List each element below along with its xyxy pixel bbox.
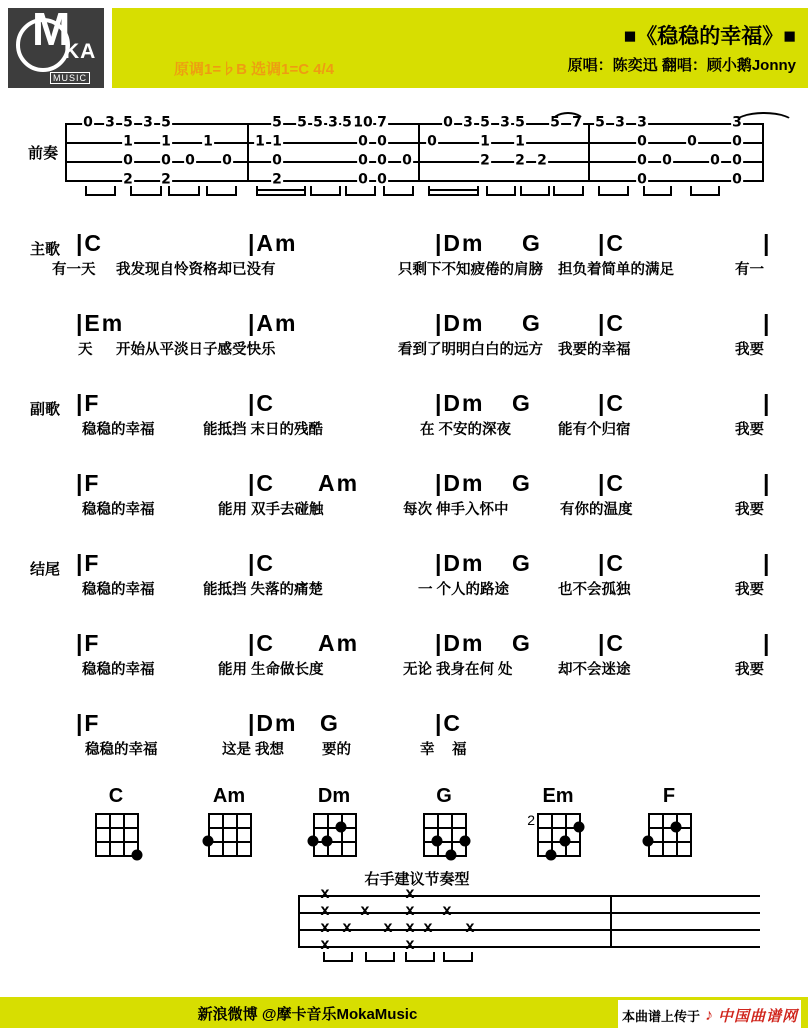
tab-note: 0 — [637, 171, 647, 188]
tab-note: 0 — [732, 133, 742, 150]
tab-note: 2 — [123, 171, 133, 188]
chord-symbol: |C — [76, 230, 104, 256]
tab-barline — [762, 123, 764, 182]
tab-note: 0 — [443, 114, 453, 131]
finger-dot — [643, 836, 654, 847]
finger-dot — [308, 836, 319, 847]
tab-beat-beam — [130, 186, 162, 196]
chord-symbol: Am — [318, 470, 360, 496]
qupu-site-name: 中国曲谱网 — [718, 1008, 799, 1025]
lyric-text: 我要 — [735, 582, 764, 598]
diagram-fret-line — [648, 855, 692, 857]
tab-note: 1 — [203, 133, 213, 150]
diagram-string-line — [579, 813, 581, 857]
tab-note: 0 — [377, 152, 387, 169]
tab-note: 1 — [515, 133, 525, 150]
diagram-string-line — [537, 813, 539, 857]
chord-symbol: |C — [435, 710, 463, 736]
strum-x-mark: x — [405, 885, 415, 903]
strum-x-mark: x — [342, 919, 352, 937]
tab-note: 5 — [550, 114, 560, 131]
lyric-text: 有你的温度 — [560, 502, 633, 518]
finger-dot — [560, 836, 571, 847]
tab-beat-beam — [206, 186, 237, 196]
tab-note: 3 — [615, 114, 625, 131]
tab-note: 7 — [572, 114, 582, 131]
tab-barline — [588, 123, 590, 182]
tab-note: 5 — [297, 114, 307, 131]
chord-symbol: |C — [598, 310, 626, 336]
finger-dot — [546, 850, 557, 861]
chord-symbol: | — [763, 310, 772, 336]
tab-beat-beam — [690, 186, 720, 196]
chord-symbol: |F — [76, 390, 101, 416]
strum-x-mark: x — [320, 885, 330, 903]
artist-credits: 原唱：陈奕迅 翻唱：顾小鹅Jonny — [567, 57, 796, 74]
tab-beat-beam — [520, 186, 550, 196]
section-label: 副歌 — [30, 401, 61, 418]
chord-symbol: Am — [318, 630, 360, 656]
lyric-text: 能有个归宿 — [558, 422, 631, 438]
tab-note: 3 — [105, 114, 115, 131]
strum-x-mark: x — [405, 919, 415, 937]
lyric-text: 我要 — [735, 502, 764, 518]
strum-x-mark: x — [320, 919, 330, 937]
tab-note: 0 — [358, 171, 368, 188]
chord-symbol: |F — [76, 710, 101, 736]
tab-barline — [247, 123, 249, 182]
chord-symbol: |F — [76, 470, 101, 496]
diagram-fret-line — [648, 841, 692, 843]
chord-symbol: |C — [598, 630, 626, 656]
chord-symbol: |Am — [248, 310, 298, 336]
lyric-text: 稳稳的幸福 — [82, 502, 155, 518]
finger-dot — [132, 850, 143, 861]
tab-barline — [418, 123, 420, 182]
tab-note: 3 — [143, 114, 153, 131]
diagram-string-line — [355, 813, 357, 857]
diagram-fret-line — [95, 827, 139, 829]
tab-beam-16th-line — [430, 189, 477, 191]
tab-note: 0 — [710, 152, 720, 169]
tab-note: 5 — [342, 114, 352, 131]
tab-note: 3 — [637, 114, 647, 131]
tab-note: 2 — [161, 171, 171, 188]
rhythm-beat-beam — [323, 952, 353, 962]
chord-symbol: |C — [598, 230, 626, 256]
lyric-text: 一 个人的路途 — [418, 582, 510, 598]
chord-symbol: |C — [598, 550, 626, 576]
diagram-string-line — [109, 813, 111, 857]
tab-note: 0 — [222, 152, 232, 169]
diagram-string-line — [250, 813, 252, 857]
chord-symbol: G — [512, 390, 532, 416]
diagram-fret-line — [313, 855, 357, 857]
lyric-text: 在 不安的深夜 — [420, 422, 512, 438]
chord-symbol: | — [763, 470, 772, 496]
finger-dot — [446, 850, 457, 861]
diagram-fret-line — [95, 813, 139, 815]
diagram-fret-line — [537, 813, 581, 815]
diagram-string-line — [662, 813, 664, 857]
diagram-string-line — [236, 813, 238, 857]
lyric-text: 有一 — [735, 262, 764, 278]
diagram-string-line — [341, 813, 343, 857]
lyric-text: 看到了明明白白的远方 — [398, 342, 543, 358]
tab-note: 3 — [732, 114, 742, 131]
rhythm-beat-beam — [443, 952, 473, 962]
tab-note: 10 — [353, 114, 373, 131]
diagram-string-line — [95, 813, 97, 857]
lyric-text: 稳稳的幸福 — [82, 422, 155, 438]
tab-note: 5 — [480, 114, 490, 131]
finger-dot — [460, 836, 471, 847]
chord-symbol: |C — [248, 390, 276, 416]
chord-symbol: |Dm — [435, 550, 485, 576]
strum-x-mark: x — [320, 902, 330, 920]
tab-note: 0 — [687, 133, 697, 150]
chord-symbol: |C — [248, 470, 276, 496]
lyric-text: 只剩下不知疲倦的肩膀 — [398, 262, 543, 278]
tab-note: 0 — [637, 152, 647, 169]
lyric-text: 天 — [78, 342, 93, 358]
tab-note: 2 — [537, 152, 547, 169]
tab-beat-beam — [598, 186, 629, 196]
tab-note: 0 — [377, 171, 387, 188]
diagram-fret-line — [423, 813, 467, 815]
tab-note: 5 — [161, 114, 171, 131]
lyric-text: 稳稳的幸福 — [85, 742, 158, 758]
rhythm-beat-beam — [405, 952, 435, 962]
logo-music-label: MUSIC — [50, 72, 90, 84]
lyric-text: 福 — [452, 742, 467, 758]
tab-note: 2 — [272, 171, 282, 188]
finger-dot — [322, 836, 333, 847]
tab-note: 5 — [515, 114, 525, 131]
lyric-text: 我要 — [735, 342, 764, 358]
chord-symbol: | — [763, 550, 772, 576]
strum-x-mark: x — [405, 902, 415, 920]
section-label: 主歌 — [30, 241, 61, 258]
chord-symbol: |F — [76, 550, 101, 576]
chord-symbol: |C — [598, 390, 626, 416]
tab-note: 3 — [328, 114, 338, 131]
tab-note: 0 — [637, 133, 647, 150]
tab-beat-beam — [643, 186, 672, 196]
tab-note: 2 — [515, 152, 525, 169]
tab-beat-beam — [310, 186, 341, 196]
tab-note: 0 — [83, 114, 93, 131]
intro-section-label: 前奏 — [28, 145, 59, 162]
diagram-string-line — [222, 813, 224, 857]
tab-note: 0 — [272, 152, 282, 169]
chord-symbol: |Dm — [435, 390, 485, 416]
chord-symbol: G — [320, 710, 340, 736]
diagram-fret-line — [208, 827, 252, 829]
diagram-fret-line — [313, 813, 357, 815]
chord-symbol: |C — [598, 470, 626, 496]
chord-symbol: G — [512, 550, 532, 576]
rhythm-string-line — [298, 929, 760, 931]
qupu-site-logo-icon: ♪ — [705, 1006, 714, 1024]
diagram-fret-line — [423, 827, 467, 829]
lyric-text: 每次 伸手入怀中 — [403, 502, 509, 518]
lyric-text: 能抵挡 末日的残酷 — [203, 422, 324, 438]
tab-note: 7 — [377, 114, 387, 131]
tab-beat-beam — [428, 186, 479, 196]
lyric-text: 幸 — [420, 742, 435, 758]
rhythm-beat-beam — [365, 952, 395, 962]
chord-name: G — [436, 785, 452, 807]
logo-letter-m: M — [32, 3, 71, 55]
chord-symbol: G — [512, 630, 532, 656]
lyric-text: 要的 — [322, 742, 351, 758]
chord-symbol: |Em — [76, 310, 125, 336]
upload-credit-box — [618, 1000, 801, 1031]
tab-note: 0 — [402, 152, 412, 169]
fret-position-label: 2 — [527, 812, 535, 829]
chord-name: F — [662, 785, 676, 807]
logo-letter-ka: KA — [64, 40, 97, 63]
chord-name: Em — [542, 785, 574, 807]
chord-symbol: | — [763, 230, 772, 256]
rhythm-barline — [298, 895, 300, 948]
strum-x-mark: x — [442, 902, 452, 920]
tab-note: 0 — [377, 133, 387, 150]
chord-name: Am — [212, 785, 246, 807]
diagram-fret-line — [648, 813, 692, 815]
finger-dot — [203, 836, 214, 847]
tab-beat-beam — [345, 186, 376, 196]
tab-note: 5 — [272, 114, 282, 131]
chord-symbol: G — [512, 470, 532, 496]
diagram-fret-line — [208, 841, 252, 843]
rhythm-string-line — [298, 946, 760, 948]
tab-note: 0 — [662, 152, 672, 169]
diagram-string-line — [423, 813, 425, 857]
lyric-text: 我要 — [735, 662, 764, 678]
tab-note: 0 — [185, 152, 195, 169]
diagram-fret-line — [208, 813, 252, 815]
tab-note: 2 — [480, 152, 490, 169]
tab-beat-beam — [553, 186, 584, 196]
upload-note-text: 本曲谱上传于 — [622, 1009, 701, 1024]
tab-note: 3 — [500, 114, 510, 131]
diagram-fret-line — [537, 855, 581, 857]
section-label: 结尾 — [30, 561, 61, 578]
lyric-text: 能用 生命做长度 — [218, 662, 324, 678]
tab-beam-16th-line — [258, 189, 304, 191]
weibo-account-text: 新浪微博 @摩卡音乐MokaMusic — [197, 1006, 418, 1023]
chord-symbol: G — [522, 230, 542, 256]
chord-name: Dm — [317, 785, 351, 807]
chord-symbol: |F — [76, 630, 101, 656]
lyric-text: 我要 — [735, 422, 764, 438]
chord-symbol: |C — [248, 630, 276, 656]
finger-dot — [432, 836, 443, 847]
lyric-text: 却不会迷途 — [558, 662, 631, 678]
song-title: ■《稳稳的幸福》■ — [623, 25, 796, 48]
tab-beat-beam — [85, 186, 116, 196]
strum-x-mark: x — [320, 936, 330, 954]
strum-x-mark: x — [405, 936, 415, 954]
chord-symbol: G — [522, 310, 542, 336]
diagram-string-line — [676, 813, 678, 857]
rhythm-barline — [610, 895, 612, 948]
tab-note: 0 — [732, 171, 742, 188]
tab-note: 0 — [427, 133, 437, 150]
lyric-text: 我要的幸福 — [558, 342, 631, 358]
tab-note: 0 — [358, 133, 368, 150]
diagram-fret-line — [208, 855, 252, 857]
lyric-text: 也不会孤独 — [558, 582, 631, 598]
tab-beat-beam — [168, 186, 200, 196]
chord-symbol: |Dm — [435, 630, 485, 656]
tab-note: 5 — [313, 114, 323, 131]
chord-symbol: |C — [248, 550, 276, 576]
tab-note: 1 — [480, 133, 490, 150]
lyric-text: 无论 我身在何 处 — [403, 662, 513, 678]
lyric-text: 能用 双手去碰触 — [218, 502, 324, 518]
tab-beat-beam — [383, 186, 414, 196]
key-signature-info: 原调1=♭B 选调1=C 4/4 — [174, 61, 335, 78]
tab-note: 3 — [463, 114, 473, 131]
tab-note: 5 — [595, 114, 605, 131]
chord-symbol: |Am — [248, 230, 298, 256]
lyric-text: 这是 我想 — [222, 742, 285, 758]
chord-symbol: | — [763, 390, 772, 416]
tab-note: 0 — [161, 152, 171, 169]
chord-symbol: | — [763, 630, 772, 656]
chord-symbol: |Dm — [435, 310, 485, 336]
finger-dot — [336, 822, 347, 833]
chord-name: C — [108, 785, 124, 807]
tab-barline — [65, 123, 67, 182]
strum-x-mark: x — [465, 919, 475, 937]
lyric-text: 我发现自怜资格却已没有 — [116, 262, 276, 278]
chord-symbol: |Dm — [435, 230, 485, 256]
lyric-text: 能抵挡 失落的痛楚 — [203, 582, 324, 598]
lyric-text: 开始从平淡日子感受快乐 — [116, 342, 276, 358]
tab-note: 1 — [161, 133, 171, 150]
diagram-string-line — [123, 813, 125, 857]
diagram-fret-line — [313, 841, 357, 843]
tab-note: 0 — [732, 152, 742, 169]
lyric-text: 稳稳的幸福 — [82, 582, 155, 598]
diagram-string-line — [690, 813, 692, 857]
strum-x-mark: x — [360, 902, 370, 920]
tab-note: 0 — [358, 152, 368, 169]
chord-symbol: |Dm — [248, 710, 298, 736]
strum-x-mark: x — [423, 919, 433, 937]
tab-note: 1 — [123, 133, 133, 150]
tab-note: 1 — [272, 133, 282, 150]
lyric-text: 稳稳的幸福 — [82, 662, 155, 678]
rhythm-string-line — [298, 895, 760, 897]
tab-note: 5 — [123, 114, 133, 131]
tab-beat-beam — [256, 186, 306, 196]
diagram-fret-line — [95, 841, 139, 843]
tab-beat-beam — [486, 186, 516, 196]
finger-dot — [574, 822, 585, 833]
finger-dot — [671, 822, 682, 833]
chord-symbol: |Dm — [435, 470, 485, 496]
tie-arc — [733, 112, 795, 124]
strum-x-mark: x — [383, 919, 393, 937]
tab-note: 1 — [255, 133, 265, 150]
tab-note: 0 — [123, 152, 133, 169]
lyric-text: 担负着简单的满足 — [558, 262, 674, 278]
lyric-text: 有一天 — [52, 262, 96, 278]
rhythm-pattern-title: 右手建议节奏型 — [364, 871, 470, 888]
